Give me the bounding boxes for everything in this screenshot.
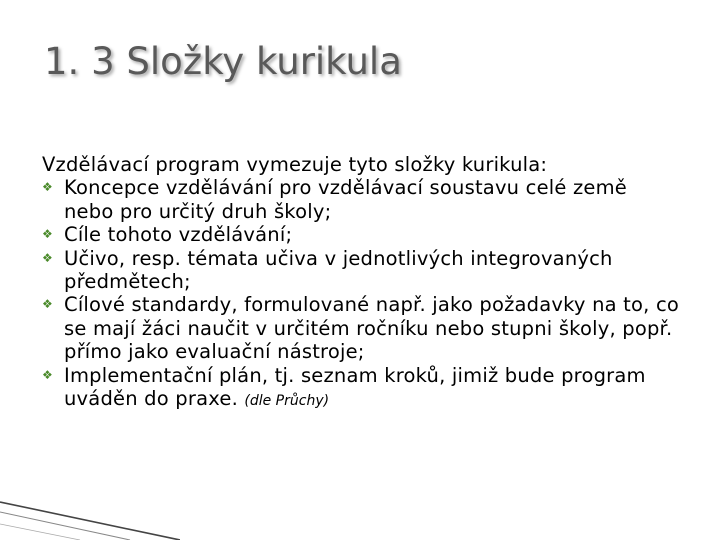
diamond-bullet-icon: ❖ [42, 180, 53, 195]
list-item-text: Cíle tohoto vzdělávání; [64, 223, 293, 247]
diamond-bullet-icon: ❖ [42, 367, 53, 382]
list-item [42, 364, 682, 414]
list-item-text: Implementační plán, tj. seznam kroků, jimiž bude program uváděn do praxe. [64, 363, 646, 411]
intro-text: Vzdělávací program vymezuje tyto složky kurikula: [42, 153, 548, 176]
list-item-text: Koncepce vzdělávání pro vzdělávací soustavu celé země nebo pro určitý druh školy; [64, 176, 627, 223]
list-item-text: Učivo, resp. témata učiva v jednotlivých integrovaných předmětech; [64, 246, 613, 294]
source-note: (dle Průchy) [244, 393, 330, 410]
list-item-text: Cílové standardy, formulované např. jako požadavky na to, co se mají žáci naučit v určitém ročníku nebo stupni školy, popř. přímo jako evaluační nástroje; [64, 293, 679, 364]
bullet-list [42, 176, 682, 413]
diamond-bullet-icon: ❖ [42, 250, 53, 265]
diamond-bullet-icon: ❖ [42, 227, 53, 242]
list-item [42, 223, 682, 246]
list-item [42, 247, 682, 294]
list-item [42, 176, 682, 223]
slide-body [42, 153, 682, 413]
diamond-bullet-icon: ❖ [42, 297, 53, 312]
list-item [42, 293, 682, 363]
decorative-lines [0, 450, 180, 540]
slide-title: 1. 3 Složky kurikula [44, 40, 402, 83]
